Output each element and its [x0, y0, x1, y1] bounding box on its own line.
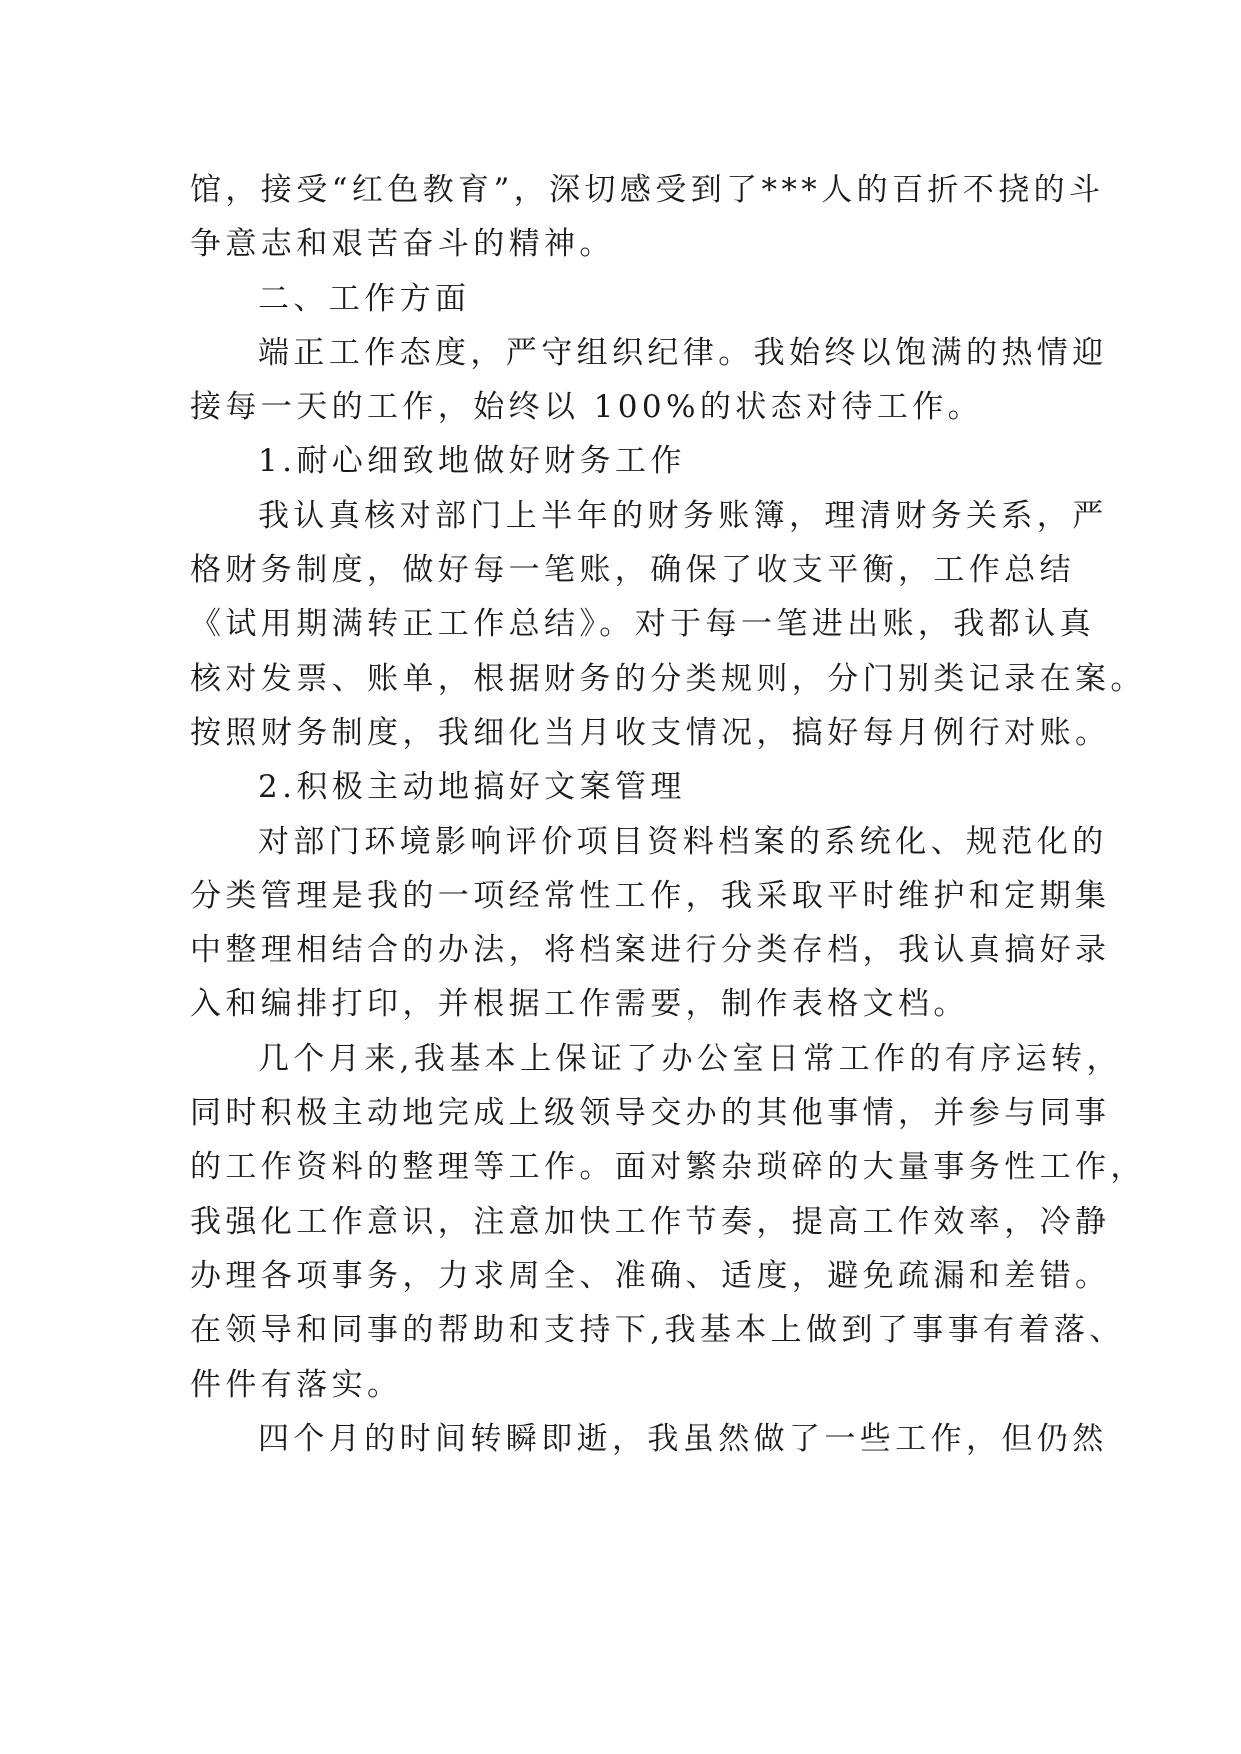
text-line: 1.耐心细致地做好财务工作: [258, 443, 686, 480]
text-line: 在领导和同事的帮助和支持下,我基本上做到了事事有着落、: [190, 1312, 1125, 1349]
text-line: 入和编排打印，并根据工作需要，制作表格文档。: [190, 986, 969, 1023]
text-line: 中整理相结合的办法，将档案进行分类存档，我认真搞好录: [190, 932, 1111, 969]
text-line: 格财务制度，做好每一笔账，确保了收支平衡，工作总结: [190, 552, 1075, 589]
body-text: [190, 163, 1146, 1466]
text-line: 的工作资料的整理等工作。面对繁杂琐碎的大量事务性工作，: [190, 1149, 1146, 1186]
text-line: 《试用期满转正工作总结》。对于每一笔进出账，我都认真: [190, 606, 1095, 643]
text-line: 二、工作方面: [258, 280, 471, 317]
text-line: 我强化工作意识，注意加快工作节奏，提高工作效率，冷静: [190, 1203, 1111, 1240]
text-line: 馆，接受“红色教育”，深切感受到了***人的百折不挠的斗: [190, 172, 1105, 208]
text-line: 件件有落实。: [190, 1366, 403, 1403]
text-line: 按照财务制度，我细化当月收支情况，搞好每月例行对账。: [190, 714, 1111, 751]
text-line: 办理各项事务，力求周全、准确、适度，避免疏漏和差错。: [190, 1257, 1111, 1294]
text-line: 对部门环境影响评价项目资料档案的系统化、规范化的: [258, 823, 1108, 860]
text-line: 四个月的时间转瞬即逝，我虽然做了一些工作，但仍然: [258, 1420, 1108, 1457]
text-line: 几个月来,我基本上保证了办公室日常工作的有序运转，: [258, 1040, 1122, 1077]
text-line: 端正工作态度，严守组织纪律。我始终以饱满的热情迎: [258, 334, 1108, 371]
text-line: 2.积极主动地搞好文案管理: [258, 769, 686, 806]
text-line: 同时积极主动地完成上级领导交办的其他事情，并参与同事: [190, 1095, 1111, 1132]
text-line: 核对发票、账单，根据财务的分类规则，分门别类记录在案。: [190, 660, 1146, 697]
text-line: 接每一天的工作，始终以 100%的状态对待工作。: [190, 389, 984, 426]
text-line: 争意志和艰苦奋斗的精神。: [190, 226, 615, 263]
text-line: 分类管理是我的一项经常性工作，我采取平时维护和定期集: [190, 877, 1111, 914]
text-line: 我认真核对部门上半年的财务账簿，理清财务关系，严: [258, 497, 1108, 534]
